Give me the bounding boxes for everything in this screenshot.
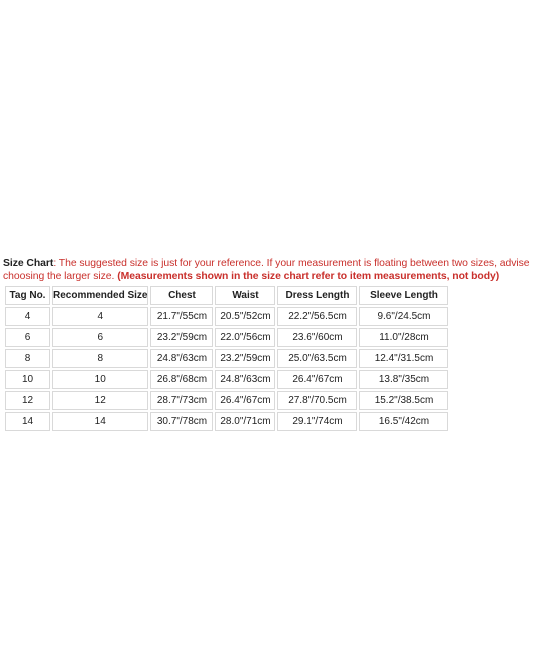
cell-sleeve-length: 11.0"/28cm [359,328,448,347]
table-row [5,349,448,368]
cell-dress-length: 25.0"/63.5cm [277,349,357,368]
table-row [5,412,448,431]
cell-chest: 26.8"/68cm [150,370,213,389]
cell-recommended-size: 8 [52,349,148,368]
cell-chest: 30.7"/78cm [150,412,213,431]
size-table-header-row [5,286,448,305]
cell-sleeve-length: 13.8"/35cm [359,370,448,389]
cell-chest: 23.2"/59cm [150,328,213,347]
cell-chest: 24.8"/63cm [150,349,213,368]
cell-sleeve-length: 15.2"/38.5cm [359,391,448,410]
cell-sleeve-length: 9.6"/24.5cm [359,307,448,326]
cell-waist: 22.0"/56cm [215,328,275,347]
cell-waist: 28.0"/71cm [215,412,275,431]
cell-waist: 20.5"/52cm [215,307,275,326]
size-chart [0,258,545,433]
cell-recommended-size: 10 [52,370,148,389]
header-chest: Chest [150,286,213,305]
cell-chest: 28.7"/73cm [150,391,213,410]
cell-dress-length: 22.2"/56.5cm [277,307,357,326]
size-chart-note: (Measurements shown in the size chart refer to item measurements, not body) [117,270,500,282]
cell-sleeve-length: 16.5"/42cm [359,412,448,431]
header-dress-length: Dress Length [277,286,357,305]
cell-dress-length: 29.1"/74cm [277,412,357,431]
header-tag-no: Tag No. [5,286,50,305]
cell-tag-no: 4 [5,307,50,326]
cell-sleeve-length: 12.4"/31.5cm [359,349,448,368]
cell-tag-no: 6 [5,328,50,347]
cell-recommended-size: 12 [52,391,148,410]
cell-dress-length: 27.8"/70.5cm [277,391,357,410]
size-chart-advice: : The suggested size is just for your reference. If your measurement is floating between two sizes, advise choosing the larger size. [3,258,530,282]
size-table [3,284,450,433]
cell-recommended-size: 14 [52,412,148,431]
header-waist: Waist [215,286,275,305]
cell-tag-no: 10 [5,370,50,389]
header-recommended-size: Recommended Size [52,286,148,305]
table-row [5,307,448,326]
size-chart-intro [0,258,545,283]
cell-waist: 26.4"/67cm [215,391,275,410]
cell-recommended-size: 6 [52,328,148,347]
cell-tag-no: 12 [5,391,50,410]
cell-chest: 21.7"/55cm [150,307,213,326]
cell-tag-no: 8 [5,349,50,368]
header-sleeve-length: Sleeve Length [359,286,448,305]
cell-dress-length: 23.6"/60cm [277,328,357,347]
size-chart-lead: Size Chart [3,258,54,269]
cell-waist: 24.8"/63cm [215,370,275,389]
cell-waist: 23.2"/59cm [215,349,275,368]
cell-tag-no: 14 [5,412,50,431]
table-row [5,391,448,410]
cell-dress-length: 26.4"/67cm [277,370,357,389]
table-row [5,370,448,389]
cell-recommended-size: 4 [52,307,148,326]
table-row [5,328,448,347]
